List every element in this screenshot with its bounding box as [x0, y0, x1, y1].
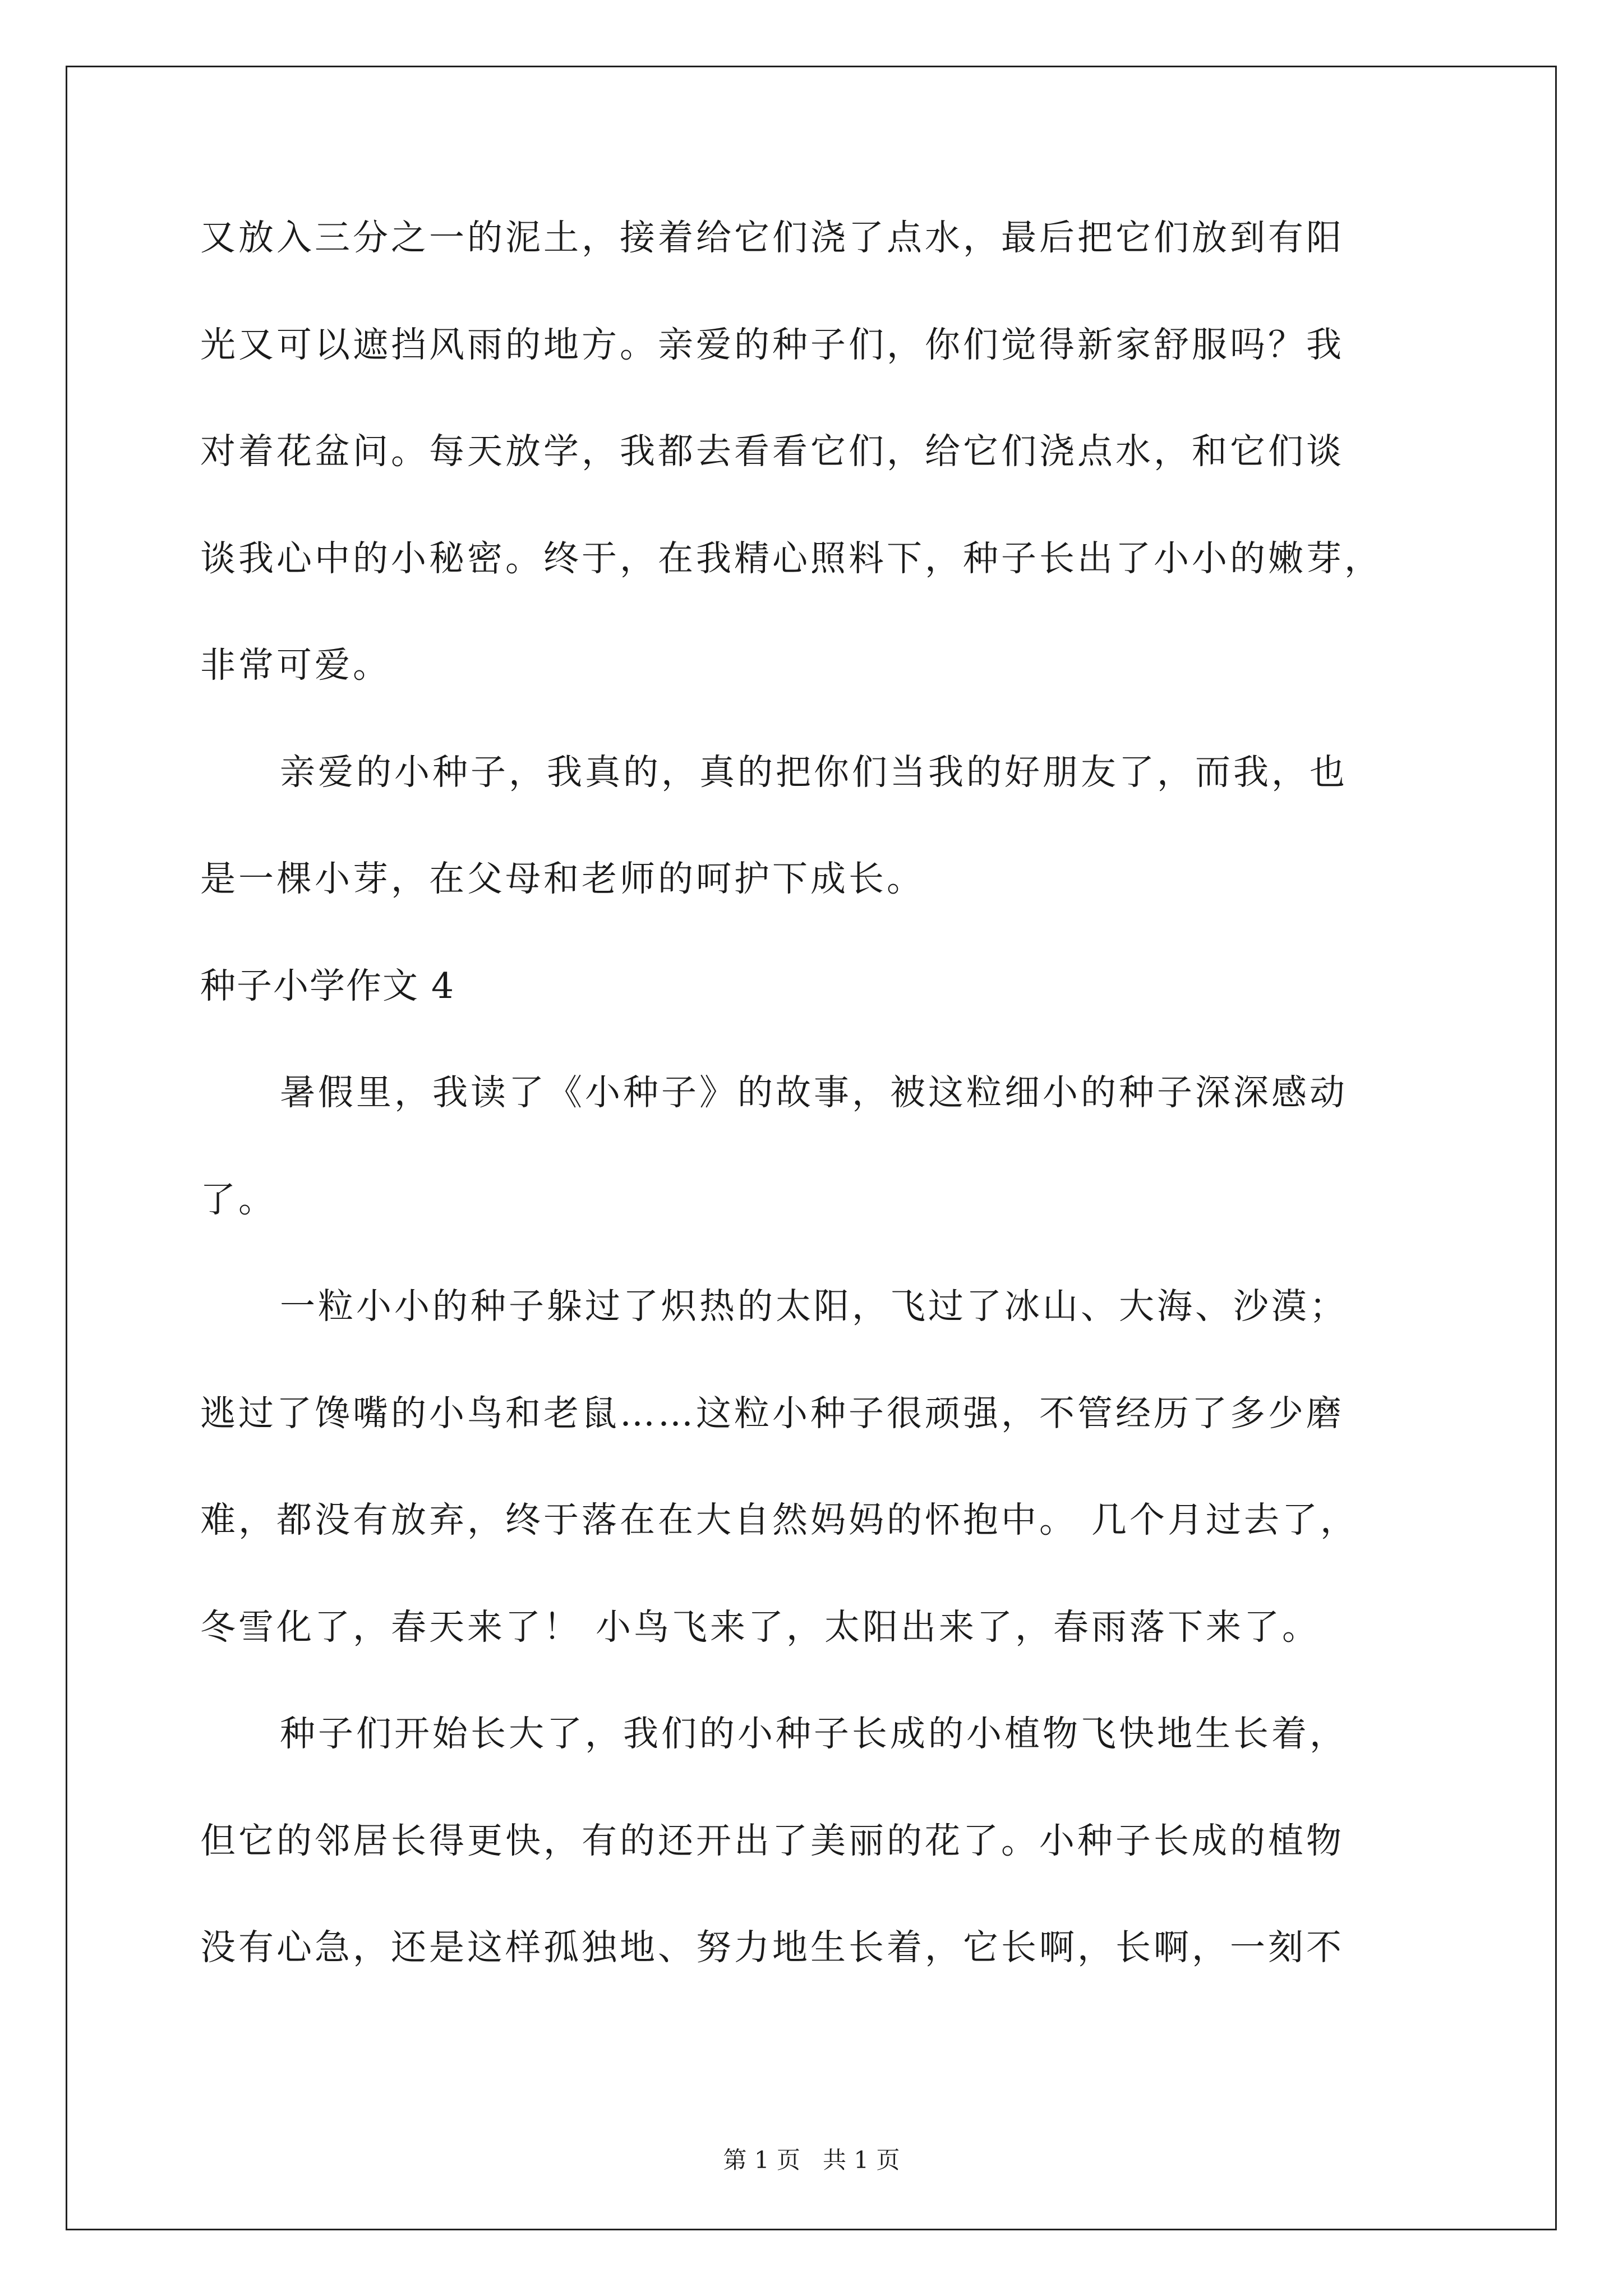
paragraph-start-line: 亲爱的小种子，我真的，真的把你们当我的好朋友了，而我，也	[280, 751, 1348, 793]
text-line: 是一棵小芽，在父母和老师的呵护下成长。	[200, 858, 925, 899]
text-line: 难，都没有放弃，终于落在在大自然妈妈的怀抱中。 几个月过去了，	[200, 1499, 1359, 1540]
text-line: 非常可爱。	[200, 645, 391, 685]
paragraph-start-line: 种子们开始长大了，我们的小种子长成的小植物飞快地生长着，	[280, 1713, 1348, 1754]
text-line: 没有心急，还是这样孤独地、努力地生长着，它长啊，长啊，一刻不	[200, 1927, 1344, 1968]
section-heading: 种子小学作文 4	[200, 965, 455, 1006]
text-line: 谈我心中的小秘密。终于，在我精心照料下，种子长出了小小的嫩芽，	[200, 537, 1382, 579]
page-footer: 第 1 页 共 1 页	[723, 2146, 900, 2174]
text-line: 对着花盆问。每天放学，我都去看看它们，给它们浇点水，和它们谈	[200, 431, 1344, 472]
paragraph-start-line: 暑假里，我读了《小种子》的故事，被这粒细小的种子深深感动	[280, 1072, 1348, 1113]
text-line: 了。	[200, 1179, 276, 1220]
text-line: 光又可以遮挡风雨的地方。亲爱的种子们，你们觉得新家舒服吗？我	[200, 324, 1344, 365]
text-line: 但它的邻居长得更快，有的还开出了美丽的花了。小种子长成的植物	[200, 1820, 1344, 1861]
document-body	[200, 218, 1456, 2035]
paragraph-start-line: 一粒小小的种子躲过了炽热的太阳，飞过了冰山、大海、沙漠；	[280, 1286, 1348, 1327]
text-line: 冬雪化了，春天来了！ 小鸟飞来了，太阳出来了，春雨落下来了。	[200, 1606, 1321, 1648]
text-line: 逃过了馋嘴的小鸟和老鼠……这粒小种子很顽强，不管经历了多少磨	[200, 1392, 1344, 1434]
text-line: 又放入三分之一的泥土，接着给它们浇了点水，最后把它们放到有阳	[200, 217, 1344, 258]
